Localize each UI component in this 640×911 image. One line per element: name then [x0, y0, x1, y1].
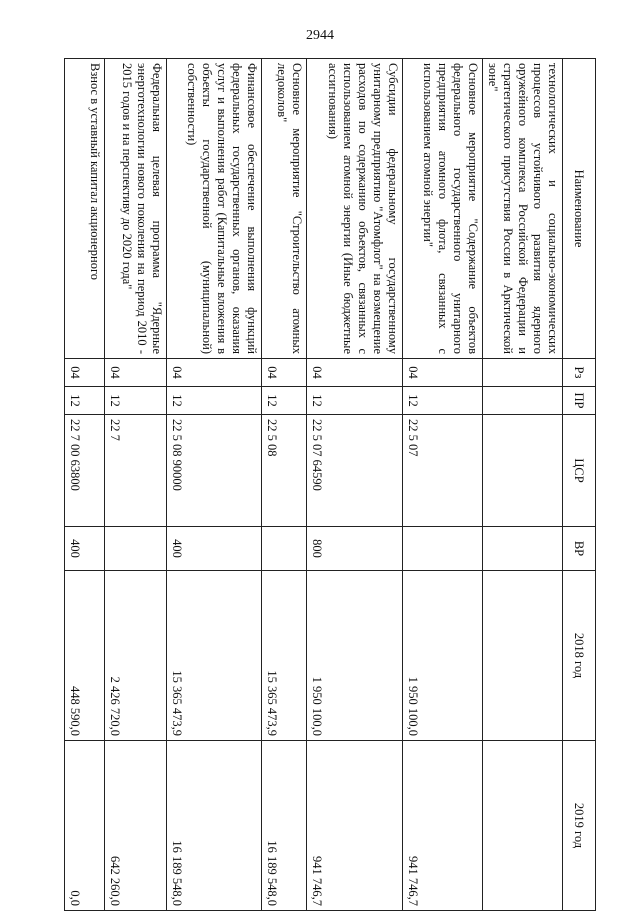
row-pr: 12	[307, 387, 402, 415]
row-csr: 22 7	[105, 415, 167, 527]
row-csr: 22 5 08 90000	[167, 415, 262, 527]
row-2018	[482, 571, 562, 741]
row-rz	[482, 359, 562, 387]
row-pr: 12	[402, 387, 482, 415]
table-row	[307, 59, 402, 911]
row-2018: 2 426 720,0	[105, 571, 167, 741]
table-row	[167, 59, 262, 911]
row-2018: 1 950 100,0	[307, 571, 402, 741]
table-row	[105, 59, 167, 911]
table-row	[402, 59, 482, 911]
rotated-table-container	[64, 58, 596, 910]
row-2018: 1 950 100,0	[402, 571, 482, 741]
row-csr: 22 5 07	[402, 415, 482, 527]
header-2018: 2018 год	[563, 571, 596, 741]
row-pr: 12	[65, 387, 105, 415]
table-row	[482, 59, 562, 911]
row-rz: 04	[167, 359, 262, 387]
row-2019: 16 189 548,0	[262, 741, 307, 911]
row-pr: 12	[167, 387, 262, 415]
row-2019: 941 746,7	[307, 741, 402, 911]
table-header-row	[563, 59, 596, 911]
page-number: 2944	[306, 28, 334, 43]
row-name: технологических и социально-экономических процессов устойчивого развития ядерного оружейного комплекса Российской Федерации и стратегического присутствия России в Арктической зоне"	[482, 59, 562, 359]
row-vr: 400	[65, 527, 105, 571]
budget-table	[64, 58, 596, 911]
row-name: Федеральная целевая программа "Ядерные энерготехнологии нового поколения на период 2010 - 2015 годов и на перспективу до 2020 года"	[105, 59, 167, 359]
row-2018: 15 365 473,9	[167, 571, 262, 741]
row-rz: 04	[105, 359, 167, 387]
row-2019: 0,0	[65, 741, 105, 911]
row-2019: 642 260,0	[105, 741, 167, 911]
row-rz: 04	[307, 359, 402, 387]
row-csr: 22 5 07 64590	[307, 415, 402, 527]
table-row	[262, 59, 307, 911]
row-vr: 800	[307, 527, 402, 571]
header-rz: Рз	[563, 359, 596, 387]
row-2019	[482, 741, 562, 911]
row-rz: 04	[262, 359, 307, 387]
row-vr	[482, 527, 562, 571]
header-csr: ЦСР	[563, 415, 596, 527]
header-name: Наименование	[563, 59, 596, 359]
row-2018: 15 365 473,9	[262, 571, 307, 741]
row-2019: 16 189 548,0	[167, 741, 262, 911]
header-2019: 2019 год	[563, 741, 596, 911]
row-csr: 22 7 00 63800	[65, 415, 105, 527]
row-pr: 12	[105, 387, 167, 415]
row-pr: 12	[262, 387, 307, 415]
row-name: Основное мероприятие "Содержание объектов федерального государственного унитарного предприятия атомного флота, связанных с использованием атомной энергии"	[402, 59, 482, 359]
header-vr: ВР	[563, 527, 596, 571]
row-name: Субсидии федеральному государственному унитарному предприятию "Атомфлот" на возмещение расходов по содержанию объектов, связанных с использованием атомной энергии (Иные бюджетные ассигнования)	[307, 59, 402, 359]
row-vr	[262, 527, 307, 571]
table-row	[65, 59, 105, 911]
row-rz: 04	[402, 359, 482, 387]
row-pr	[482, 387, 562, 415]
row-name: Основное мероприятие "Строительство атомных ледоколов"	[262, 59, 307, 359]
row-2018: 448 590,0	[65, 571, 105, 741]
row-2019: 941 746,7	[402, 741, 482, 911]
row-name: Взнос в уставный капитал акционерного	[65, 59, 105, 359]
row-csr	[482, 415, 562, 527]
row-rz: 04	[65, 359, 105, 387]
row-name: Финансовое обеспечение выполнения функций федеральных государственных органов, оказания услуг и выполнения работ (Капитальные вложения в объекты государственной (муниципальной) собственности)	[167, 59, 262, 359]
row-vr	[402, 527, 482, 571]
row-vr	[105, 527, 167, 571]
row-vr: 400	[167, 527, 262, 571]
header-pr: ПР	[563, 387, 596, 415]
row-csr: 22 5 08	[262, 415, 307, 527]
